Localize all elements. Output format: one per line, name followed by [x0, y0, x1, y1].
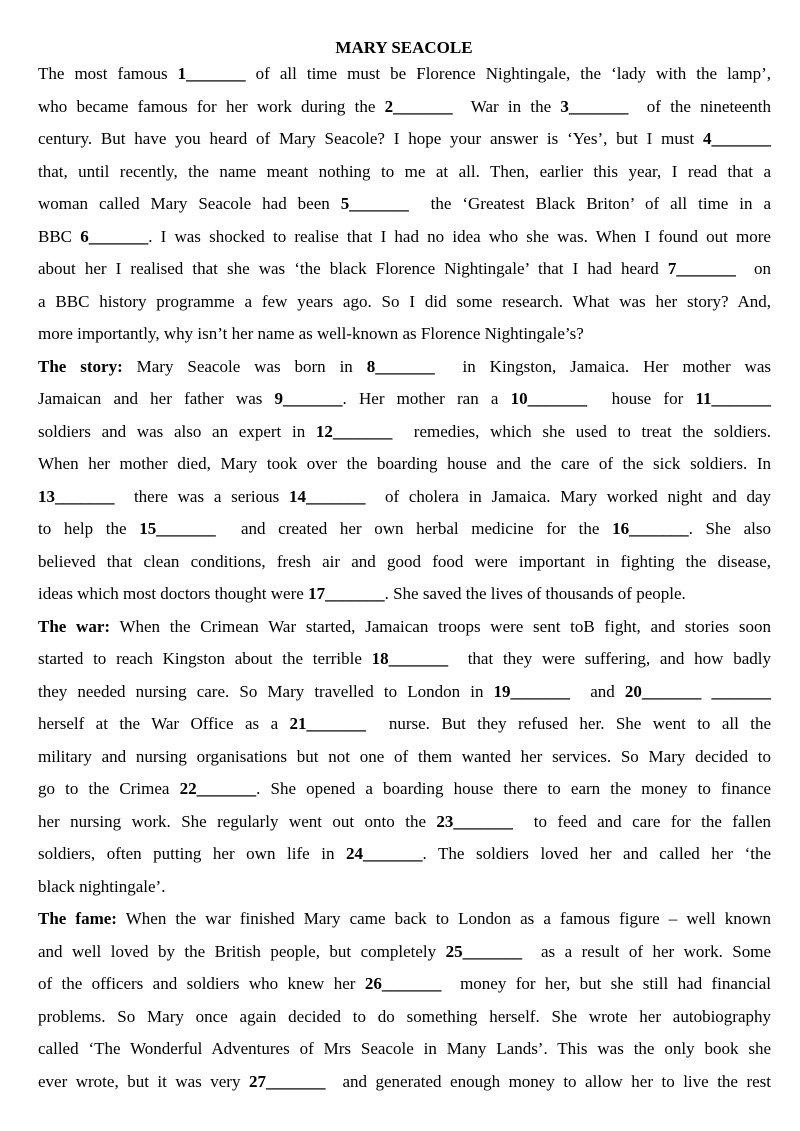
text-line	[38, 193, 771, 215]
text-segment: they needed nursing care. So Mary travelled to London in	[38, 682, 494, 701]
text-segment: When the Crimean War started, Jamaican troops were sent toB fight, and stories soon	[110, 617, 771, 636]
text-line	[38, 681, 771, 703]
text-segment: The most famous	[38, 64, 178, 83]
text-segment: who became famous for her work during the	[38, 97, 385, 116]
text-segment: BBC	[38, 227, 81, 246]
text-line	[38, 713, 771, 735]
text-segment: of the nineteenth	[628, 97, 771, 116]
answer-blank[interactable]: 9_______	[274, 389, 343, 408]
text-segment: . Her mother ran a	[342, 389, 511, 408]
answer-blank[interactable]: 1_______	[177, 64, 246, 83]
answer-blank[interactable]: 22_______	[179, 779, 257, 798]
text-segment: century. But have you heard of Mary Seacole? I hope your answer is ‘Yes’, but I must	[38, 129, 703, 148]
answer-blank[interactable]: 8_______	[366, 357, 435, 376]
text-segment: ever wrote, but it was very	[38, 1072, 249, 1091]
text-segment: on	[735, 259, 771, 278]
text-segment: that, until recently, the name meant nothing to me at all. Then, earlier this year, I read that a	[38, 162, 771, 181]
text-segment: money for her, but she still had financial	[441, 974, 771, 993]
page-title: MARY SEACOLE	[335, 38, 473, 57]
answer-blank[interactable]: 12_______	[315, 422, 393, 441]
text-line	[38, 226, 771, 248]
text-segment: . The soldiers loved her and called her ‘the	[422, 844, 771, 863]
text-line	[38, 323, 771, 345]
answer-blank[interactable]: 20_______ _______	[624, 682, 772, 701]
text-line	[38, 746, 771, 768]
text-segment: When her mother died, Mary took over the boarding house and the care of the sick soldiers. In	[38, 454, 771, 473]
answer-blank[interactable]: 18_______	[371, 649, 449, 668]
text-line	[38, 908, 771, 930]
answer-blank[interactable]: 4_______	[703, 129, 771, 148]
text-segment: ideas which most doctors thought were	[38, 584, 309, 603]
text-segment: that they were suffering, and how badly	[448, 649, 771, 668]
text-line	[38, 96, 771, 118]
text-segment: . She saved the lives of thousands of people.	[384, 584, 686, 603]
text-segment: . She also	[688, 519, 771, 538]
text-segment: in Kingston, Jamaica. Her mother was	[434, 357, 771, 376]
section-heading: The fame:	[38, 909, 117, 928]
text-segment: house for	[587, 389, 696, 408]
text-segment: . I was shocked to realise that I had no idea who she was. When I found out more	[148, 227, 771, 246]
text-segment: her nursing work. She regularly went out onto the	[38, 812, 437, 831]
text-segment: soldiers, often putting her own life in	[38, 844, 347, 863]
text-line	[38, 128, 771, 150]
text-segment: of cholera in Jamaica. Mary worked night and day	[365, 487, 771, 506]
text-segment: woman called Mary Seacole had been	[38, 194, 341, 213]
text-segment: military and nursing organisations but not one of them wanted her services. So Mary decided to	[38, 747, 771, 766]
text-line	[38, 453, 771, 475]
text-line	[38, 486, 771, 508]
text-segment: there was a serious	[114, 487, 289, 506]
answer-blank[interactable]: 21_______	[289, 714, 367, 733]
answer-blank[interactable]: 24_______	[346, 844, 423, 863]
text-segment: nurse. But they refused her. She went to all the	[366, 714, 772, 733]
text-line	[38, 421, 771, 443]
text-segment: and generated enough money to allow her to live the rest	[325, 1072, 771, 1091]
text-line	[38, 1071, 771, 1093]
text-line	[38, 648, 771, 670]
text-segment: to feed and care for the fallen	[512, 812, 771, 831]
text-segment: herself at the War Office as a	[38, 714, 290, 733]
text-segment: Mary Seacole was born in	[122, 357, 367, 376]
text-segment: . She opened a boarding house there to earn the money to finance	[256, 779, 771, 798]
answer-blank[interactable]: 3_______	[560, 97, 629, 116]
text-line	[38, 843, 771, 865]
text-line	[38, 356, 771, 378]
text-segment: War in the	[452, 97, 561, 116]
text-segment: believed that clean conditions, fresh air and good food were important in fighting the disease,	[38, 552, 771, 571]
text-segment: of all time must be Florence Nightingale, the ‘lady with the lamp’,	[245, 64, 771, 83]
text-segment: started to reach Kingston about the terrible	[38, 649, 372, 668]
text-line	[38, 258, 771, 280]
text-segment: Jamaican and her father was	[38, 389, 275, 408]
text-line	[38, 1038, 771, 1060]
text-line	[38, 161, 771, 183]
answer-blank[interactable]: 13_______	[38, 487, 115, 506]
text-line	[38, 811, 771, 833]
answer-blank[interactable]: 16_______	[612, 519, 689, 538]
text-line	[38, 941, 771, 963]
text-segment: the ‘Greatest Black Briton’ of all time in a	[408, 194, 771, 213]
text-line	[38, 973, 771, 995]
text-segment: and well loved by the British people, but completely	[38, 942, 446, 961]
text-segment: and	[570, 682, 625, 701]
text-line	[38, 291, 771, 313]
text-line	[38, 1006, 771, 1028]
text-segment: more importantly, why isn’t her name as well-known as Florence Nightingale’s?	[38, 324, 584, 343]
answer-blank[interactable]: 23_______	[436, 812, 513, 831]
text-line	[38, 616, 771, 638]
answer-blank[interactable]: 19_______	[493, 682, 571, 701]
answer-blank[interactable]: 14_______	[288, 487, 366, 506]
text-line	[38, 388, 771, 410]
answer-blank[interactable]: 10_______	[510, 389, 588, 408]
text-segment: go to the Crimea	[38, 779, 180, 798]
text-segment: a BBC history programme a few years ago. So I did some research. What was her story? And,	[38, 292, 771, 311]
text-segment: and created her own herbal medicine for the	[215, 519, 613, 538]
text-segment: about her I realised that she was ‘the black Florence Nightingale’ that I had heard	[38, 259, 668, 278]
text-segment: soldiers and was also an expert in	[38, 422, 316, 441]
answer-blank[interactable]: 6_______	[80, 227, 149, 246]
text-line	[38, 518, 771, 540]
text-line	[38, 551, 771, 573]
answer-blank[interactable]: 11_______	[695, 389, 771, 408]
text-line	[38, 583, 771, 605]
answer-blank[interactable]: 27_______	[248, 1072, 326, 1091]
text-segment: to help the	[38, 519, 140, 538]
answer-blank[interactable]: 2_______	[384, 97, 453, 116]
text-segment: problems. So Mary once again decided to do something herself. She wrote her autobiography	[38, 1007, 771, 1026]
answer-blank[interactable]: 5_______	[340, 194, 409, 213]
text-line	[38, 63, 771, 85]
text-segment: black nightingale’.	[38, 877, 166, 896]
section-heading: The story:	[38, 357, 123, 376]
text-line	[38, 876, 771, 898]
answer-blank[interactable]: 26_______	[364, 974, 442, 993]
text-segment: of the officers and soldiers who knew her	[38, 974, 365, 993]
answer-blank[interactable]: 7_______	[667, 259, 736, 278]
answer-blank[interactable]: 17_______	[308, 584, 385, 603]
answer-blank[interactable]: 25_______	[445, 942, 523, 961]
text-segment: remedies, which she used to treat the soldiers.	[392, 422, 771, 441]
text-segment: When the war finished Mary came back to London as a famous figure – well known	[116, 909, 771, 928]
text-segment: as a result of her work. Some	[522, 942, 771, 961]
answer-blank[interactable]: 15_______	[139, 519, 216, 538]
section-heading: The war:	[38, 617, 111, 636]
text-segment: called ‘The Wonderful Adventures of Mrs Seacole in Many Lands’. This was the only book she	[38, 1039, 771, 1058]
text-line	[38, 778, 771, 800]
